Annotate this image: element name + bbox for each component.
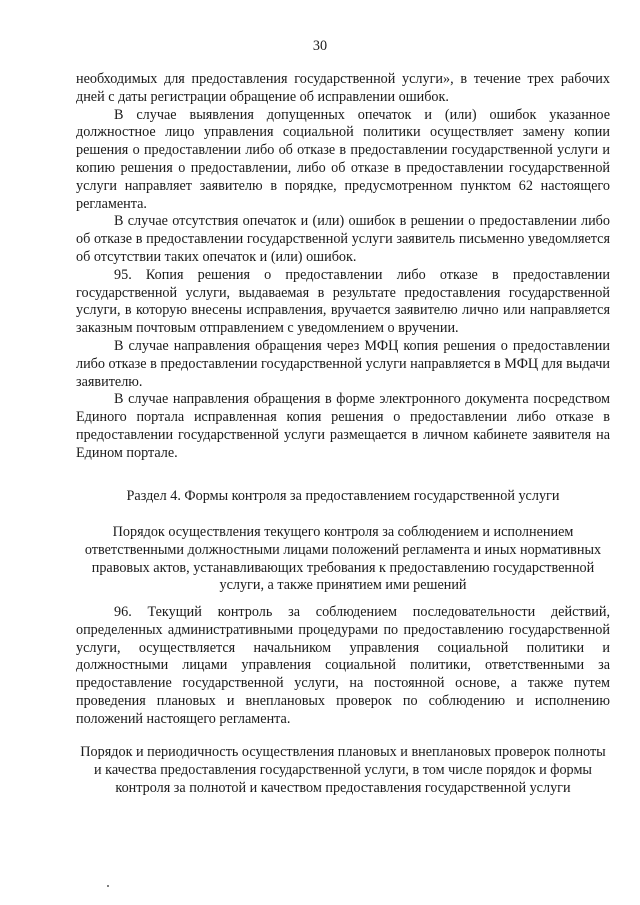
paragraph-continuation: необходимых для предоставления государственной услуги», в течение трех рабочих дней с даты регистрации обращение об исправлении ошибок. (76, 71, 610, 105)
paragraph-96: 96. Текущий контроль за соблюдением последовательности действий, определенных административными процедурами по предоставлению государственной услуги, осуществляется начальником управления социальной политики и должностными лицами управления социальной политики, ответственными за предоставление государственной услуги, на постоянной основе, а также путем проведения плановых и внеплановых проверок по соблюдению и исполнению положений настоящего регламента. (76, 604, 610, 727)
text-block-96 (76, 604, 610, 729)
paragraph-errors-found: В случае выявления допущенных опечаток и (или) ошибок указанное должностное лицо управления социальной политики осуществляет замену копии решения о предоставлении либо об отказе в предоставлении государственной услуги и копию решения о предоставлении, либо об отказе в предоставлении государственной услуги направляет заявителю в порядке, предусмотренном пунктом 62 настоящего регламента. (76, 106, 610, 212)
paragraph-no-errors: В случае отсутствия опечаток и (или) ошибок в решении о предоставлении либо об отказе в предоставлении государственной услуги заявитель письменно уведомляется об отсутствии таких опечаток и (или) ошибок. (76, 213, 610, 265)
paragraph-electronic: В случае направления обращения в форме электронного документа посредством Единого портала исправленная копия решения о предоставлении либо отказе в предоставлении государственной услуги размещается в личном кабинете заявителя на Едином портале. (76, 391, 610, 461)
subheading-current-control: Порядок осуществления текущего контроля за соблюдением и исполнением ответственными должностными лицами положений регламента и иных нормативных правовых актов, устанавливающих требования к предоставлению государственной услуги, а также принятием ими решений (84, 524, 602, 594)
paragraph-mfc: В случае направления обращения через МФЦ копия решения о предоставлении либо отказе в предоставлении государственной услуги направляется в МФЦ для выдачи заявителю. (76, 337, 610, 390)
section-heading: Раздел 4. Формы контроля за предоставлением государственной услуги (126, 488, 560, 504)
scan-artifact-dot (107, 885, 109, 887)
paragraph-95: 95. Копия решения о предоставлении либо отказе в предоставлении государственной услуги, выдаваемая в результате предоставления государственной услуги, в которую внесены исправления, вручается заявителю лично или направляется заказным почтовым отправлением с уведомлением о вручении. (76, 266, 610, 337)
page-number: 30 (312, 38, 328, 54)
subheading-inspections: Порядок и периодичность осуществления плановых и внеплановых проверок полноты и качества предоставления государственной услуги, в том числе порядок и формы контроля за полнотой и качеством предоставления государственной услуги (80, 744, 606, 796)
text-block-top (76, 71, 610, 463)
